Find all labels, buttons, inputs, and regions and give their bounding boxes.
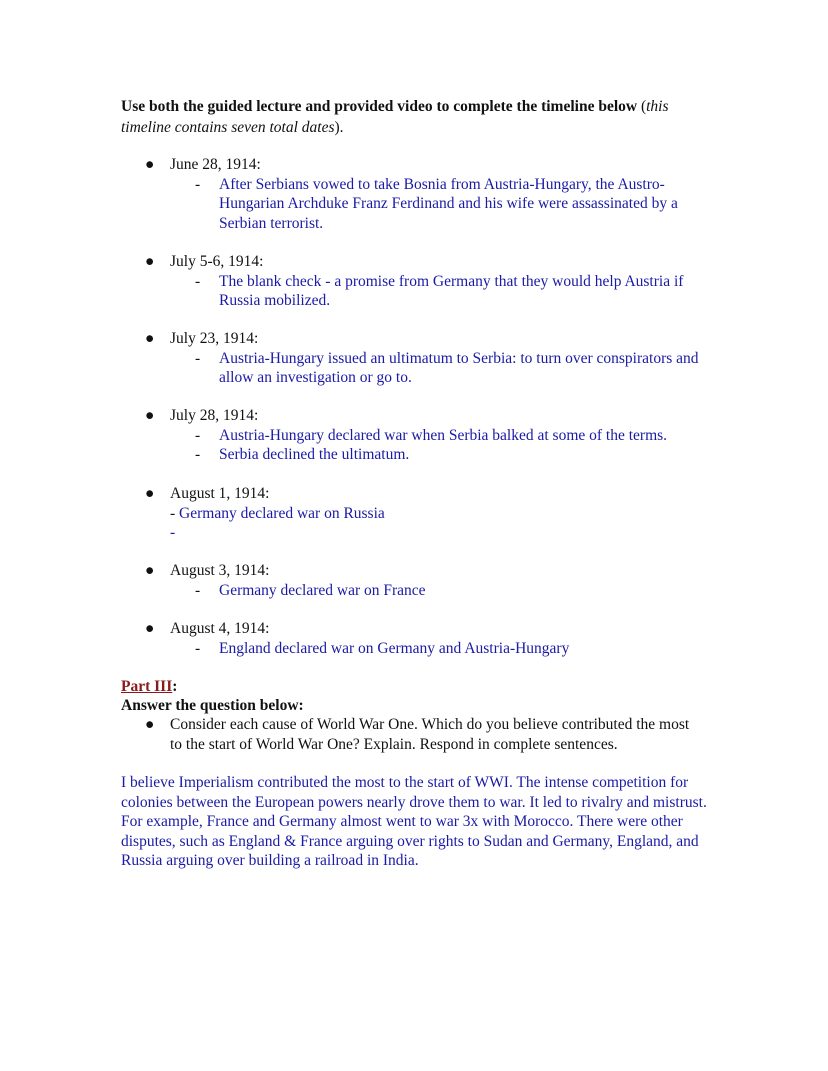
timeline-date: July 28, 1914: bbox=[170, 407, 259, 424]
bullet-icon: ● bbox=[145, 407, 155, 424]
bullet-icon: ● bbox=[145, 562, 155, 579]
timeline-date: June 28, 1914: bbox=[170, 156, 261, 173]
timeline-date: August 3, 1914: bbox=[170, 562, 270, 579]
timeline-entry-august-1 bbox=[145, 484, 725, 543]
dash-icon: - bbox=[195, 426, 201, 444]
timeline-note: Austria-Hungary declared war when Serbia balked at some of the terms. bbox=[219, 426, 668, 444]
timeline-date: August 1, 1914: bbox=[170, 485, 270, 502]
bullet-icon: ● bbox=[145, 485, 155, 502]
timeline-note: Germany declared war on Russia bbox=[179, 504, 385, 522]
bullet-icon: ● bbox=[145, 716, 155, 733]
part-three-heading bbox=[121, 677, 177, 697]
timeline-entry-june-28 bbox=[145, 155, 725, 233]
answer-heading: Answer the question below: bbox=[121, 697, 304, 714]
dash-icon: - bbox=[195, 446, 201, 463]
dash-icon: - bbox=[195, 272, 201, 290]
question-text: Consider each cause of World War One. Which do you believe contributed the most to the start of World War One? Explain. Respond in complete sentences. bbox=[170, 716, 690, 753]
timeline-note: Germany declared war on France bbox=[219, 581, 426, 599]
timeline-note: Austria-Hungary issued an ultimatum to Serbia: to turn over conspirators and allow an investigation or go to. bbox=[219, 349, 699, 386]
dash-icon: - bbox=[170, 524, 176, 541]
timeline-entry-august-3 bbox=[145, 561, 725, 600]
bullet-icon: ● bbox=[145, 156, 155, 173]
timeline-note: Serbia declined the ultimatum. bbox=[219, 446, 410, 463]
timeline-date: July 23, 1914: bbox=[170, 330, 259, 347]
dash-icon: - bbox=[195, 175, 201, 193]
timeline-date: August 4, 1914: bbox=[170, 620, 270, 637]
part-three-title: Part III bbox=[121, 678, 173, 695]
timeline-entry-july-23 bbox=[145, 329, 725, 388]
bullet-icon: ● bbox=[145, 253, 155, 270]
instructions-bold-text: Use both the guided lecture and provided video to complete the timeline below bbox=[121, 98, 638, 115]
timeline-entry-july-5-6 bbox=[145, 252, 725, 311]
timeline-note: England declared war on Germany and Austria-Hungary bbox=[219, 639, 570, 657]
question-item bbox=[145, 715, 705, 754]
timeline-date: July 5-6, 1914: bbox=[170, 253, 264, 270]
timeline-entry-july-28 bbox=[145, 406, 725, 465]
timeline-entry-august-4 bbox=[145, 619, 725, 658]
timeline-note: After Serbians vowed to take Bosnia from Austria-Hungary, the Austro-Hungarian Archduke Franz Ferdinand and his wife were assassinated by a Serbian terrorist. bbox=[219, 175, 678, 232]
timeline-note: The blank check - a promise from Germany that they would help Austria if Russia mobilized. bbox=[219, 272, 684, 309]
dash-icon: - bbox=[170, 504, 176, 522]
bullet-icon: ● bbox=[145, 620, 155, 637]
bullet-icon: ● bbox=[145, 330, 155, 347]
instructions-italic-text: this timeline contains seven total dates bbox=[121, 98, 669, 136]
dash-icon: - bbox=[195, 639, 201, 657]
part-three-colon: : bbox=[172, 678, 178, 695]
response-paragraph: I believe Imperialism contributed the most to the start of WWI. The intense competition for colonies between the European powers nearly drove them to war. It led to rivalry and mistrust. For example, France and Germany almost went to war 3x with Morocco. There were other disputes, such as England & France arguing over rights to Sudan and Germany, England, and Russia arguing over building a railroad in India. bbox=[121, 774, 707, 869]
dash-icon: - bbox=[195, 581, 201, 599]
instructions-paragraph bbox=[121, 96, 711, 138]
instructions-paren-close: ). bbox=[334, 119, 344, 136]
dash-icon: - bbox=[195, 349, 201, 367]
instructions-paren-open: ( bbox=[637, 98, 647, 115]
